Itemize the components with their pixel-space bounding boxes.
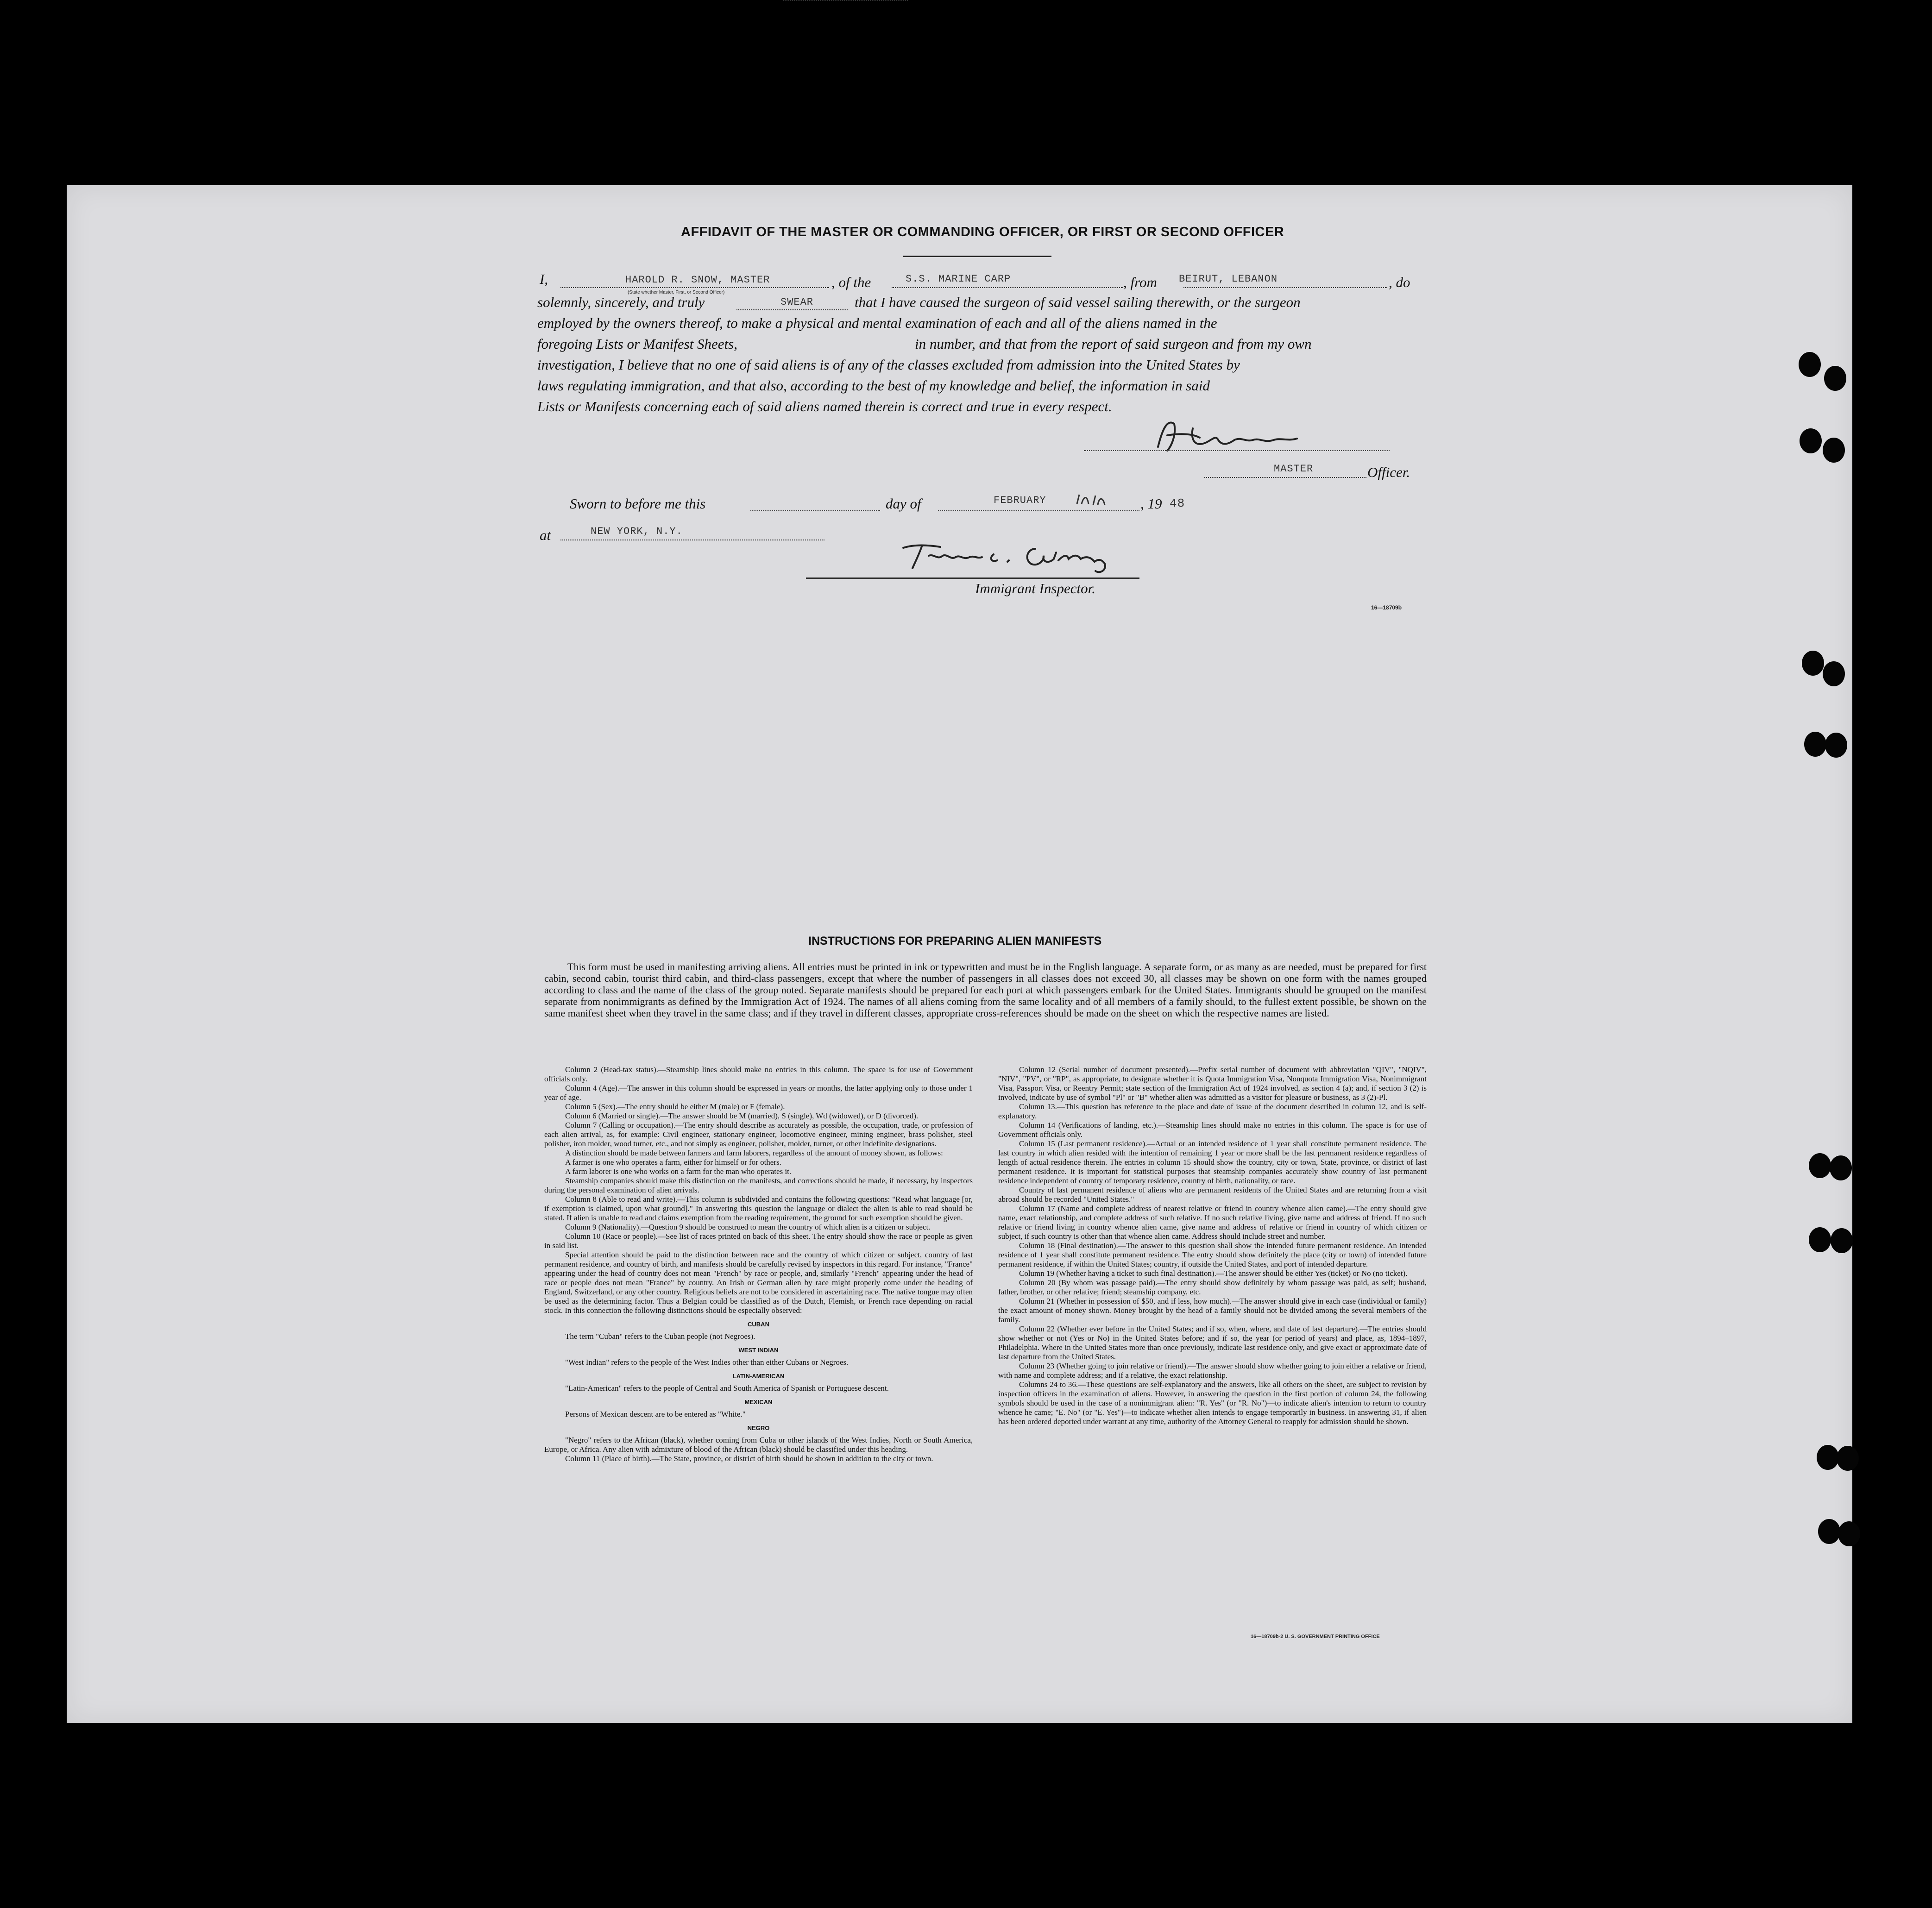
inspector-signature-line: [806, 577, 1139, 579]
affidavit-line-7: Lists or Manifests concerning each of said aliens named therein is correct and true in every respect.: [537, 398, 1112, 414]
officer-rank-blank: [1204, 477, 1366, 478]
at-place[interactable]: NEW YORK, N.Y.: [591, 526, 683, 537]
master-signature-line: [1084, 450, 1390, 451]
sworn-day-blank[interactable]: [750, 510, 880, 511]
instruction-paragraph: A farmer is one who operates a farm, either for himself or for others.: [565, 1158, 781, 1167]
instruction-paragraph: Special attention should be paid to the distinction between race and the country of which citizen or subject, country of last permanent residence, and country of birth, and manifests should be carefully revised by inspectors in this regard. For instance, "France" appearing under the head of country does not mean "French" by race or people, and, similarly "French" appearing under the head of race or people does not mean "France" by country. An Irish or German alien by race might properly come under the heading of England, Switzerland, or any other country. Religious beliefs are not to be considered in ascertaining race. The native tongue may often be used as the determining factor. Thus a Belgian could be classified as of the Dutch, Flemish, or French race depending on racial stock. In this connection the following distinctions should be especially observed:: [544, 1250, 973, 1315]
sworn-day-of: day of: [886, 496, 921, 512]
master-name[interactable]: HAROLD R. SNOW, MASTER: [625, 274, 770, 286]
instruction-paragraph: Column 13.—This question has reference to the place and date of issue of the document described in column 12, and is self-explanatory.: [998, 1102, 1427, 1120]
affidavit-line-2b: that I have caused the surgeon of said vessel sailing therewith, or the surgeon: [855, 294, 1301, 310]
punch-hole: [1823, 438, 1845, 463]
master-name-blank: [560, 287, 829, 288]
state-whether-note: (State whether Master, First, or Second Officer): [628, 290, 725, 295]
punch-hole: [1838, 1521, 1860, 1546]
instruction-paragraph: Column 22 (Whether ever before in the United States; and if so, when, where, and date of last departure).—The entries should show whether or not (Yes or No) in the United States before; and if so, the year (or period of years) and place, as, 1894–1897, Philadelphia. Where in the United States more than once previously, indicate last residence only, and give exact or approximate date of last departure from the United States.: [998, 1324, 1427, 1361]
punch-hole: [1830, 1155, 1852, 1180]
heading-negro: NEGRO: [747, 1425, 770, 1431]
instructions-right-column: [998, 1065, 1427, 1426]
instruction-paragraph: Column 6 (Married or single).—The answer should be M (married), S (single), Wd (widowed), or D (divorced).: [565, 1111, 919, 1120]
instructions-left-column: [544, 1065, 973, 1463]
affidavit-title: AFFIDAVIT OF THE MASTER OR COMMANDING OFFICER, OR FIRST OR SECOND OFFICER: [681, 225, 1284, 239]
instructions-intro: This form must be used in manifesting arriving aliens. All entries must be printed in ink or typewritten and must be in the English language. A separate form, or as many as are needed, must be prepared for first cabin, second cabin, tourist third cabin, and third-class passengers, except that where the number of passengers in all classes does not exceed 30, all classes may be shown on one form with the names grouped according to class and the name of the class of the group noted. Separate manifests should be prepared for each port at which passengers embark for the United States. Immigrants should be grouped on the manifest separate from nonimmigrants as defined by the Immigration Act of 1924. The names of all aliens coming from the same locality and of all members of a family should, to the fullest extent possible, be shown on the same manifest sheet when they travel in the same class; and if they travel in different classes, appropriate cross-references should be made on the sheet on which the respective names are listed.: [544, 961, 1427, 1019]
heading-west-indian: WEST INDIAN: [738, 1347, 779, 1354]
affidavit-from: , from: [1123, 274, 1157, 290]
affidavit-line-2a: solemnly, sincerely, and truly: [537, 294, 705, 310]
sheets-count-blank[interactable]: [783, 0, 908, 1]
affidavit-line-3: employed by the owners thereof, to make a physical and mental examination of each and all of the aliens named in the: [537, 315, 1217, 331]
instruction-paragraph: Column 14 (Verifications of landing, etc.).—Steamship lines should make no entries in this column. The space is for use of Government officials only.: [998, 1121, 1427, 1139]
punch-hole: [1831, 1228, 1853, 1253]
vessel-name[interactable]: S.S. MARINE CARP: [906, 273, 1011, 285]
instructions-title: INSTRUCTIONS FOR PREPARING ALIEN MANIFESTS: [808, 935, 1102, 948]
punch-hole: [1799, 352, 1821, 377]
instruction-paragraph: Column 5 (Sex).—The entry should be either M (male) or F (female).: [565, 1102, 785, 1111]
affidavit-line-6: laws regulating immigration, and that also, according to the best of my knowledge and belief, the information in said: [537, 377, 1210, 394]
punch-hole: [1804, 732, 1826, 757]
oath-blank: [736, 309, 848, 310]
title-rule: [903, 256, 1051, 257]
instruction-paragraph: "West Indian" refers to the people of the West Indies other than either Cubans or Negroes.: [565, 1358, 849, 1367]
instruction-paragraph: Column 19 (Whether having a ticket to such final destination).—The answer should be either Yes (ticket) or No (no ticket).: [1019, 1269, 1408, 1278]
instruction-paragraph: Column 9 (Nationality).—Question 9 should be construed to mean the country of which alien is a citizen or subject.: [565, 1223, 931, 1231]
punch-hole: [1817, 1445, 1839, 1470]
punch-hole: [1809, 1227, 1831, 1252]
sworn-day-handwritten: [1072, 490, 1114, 511]
instruction-paragraph: A distinction should be made between farmers and farm laborers, regardless of the amount of money shown, as follows:: [565, 1149, 943, 1157]
instruction-paragraph: Column 20 (By whom was passage paid).—The entry should show definitely by whom passage was paid, as self; husband, father, brother, or other relative; friend; steamship company, etc.: [998, 1278, 1427, 1296]
instruction-paragraph: Country of last permanent residence of aliens who are permanent residents of the United States and are returning from a visit abroad should be recorded "United States.": [998, 1186, 1427, 1204]
at-label: at: [540, 527, 551, 543]
from-port[interactable]: BEIRUT, LEBANON: [1179, 273, 1278, 285]
instruction-paragraph: Column 15 (Last permanent residence).—Actual or an intended residence of 1 year shall constitute permanent residence. The last country in which alien resided with the intention of remaining 1 year or more shall be the last permanent residence regardless of length of actual residence therein. The entries in column 15 should show the country, city or town, State, province, or district of last permanent residence. It is important for statistical purposes that steamship companies accurately show country of last permanent residence independent of country of temporary residence, country of birth, nationality, or race.: [998, 1139, 1427, 1185]
punch-hole: [1825, 733, 1847, 758]
punch-hole: [1837, 1446, 1859, 1471]
heading-cuban: CUBAN: [748, 1321, 769, 1328]
affidavit-of-the: , of the: [831, 274, 871, 290]
instruction-paragraph: Columns 24 to 36.—These questions are self-explanatory and the answers, like all others on the sheet, are subject to revision by inspection officers in the examination of aliens. However, in answering the question in the first portion of column 24, the following symbols should be used in the case of a nonimmigrant alien: "R. Yes" (or "R. No")—to indicate alien's intention to return to country whence he came; "E. No" (or "E. Yes")—to indicate whether alien intends to engage temporarily in business. In answering 31, if alien has been ordered deported under warrant at any time, authority of the Attorney General to reapply for admission should be shown.: [998, 1380, 1427, 1426]
from-port-blank: [1183, 287, 1387, 288]
printing-office-footer: 16—18709b-2 U. S. GOVERNMENT PRINTING OFFICE: [1251, 1634, 1380, 1639]
instruction-paragraph: The term "Cuban" refers to the Cuban people (not Negroes).: [565, 1332, 755, 1341]
instruction-paragraph: Column 4 (Age).—The answer in this column should be expressed in years or months, the latter applying only to those under 1 year of age.: [544, 1084, 973, 1102]
sworn-date[interactable]: FEBRUARY: [994, 495, 1046, 506]
vessel-blank: [892, 287, 1123, 288]
instruction-paragraph: Column 7 (Calling or occupation).—The entry should describe as accurately as possible, the occupation, trade, or profession of each alien arrival, as, for example: Civil engineer, stationary engineer, locomotive engineer, mining engineer, brass polisher, steel polisher, iron molder, wood turner, etc., and not simply as engineer, polisher, molder, turner, or other indefinite designations.: [544, 1121, 973, 1148]
instruction-paragraph: Column 18 (Final destination).—The answer to this question shall show the intended future permanent residence. An intended residence of 1 year shall constitute permanent residence. The entry should show definitely the place (city or town) of intended future permanent residence, if within the United States; country, if outside the United States, and port of intended departure.: [998, 1241, 1427, 1268]
instruction-paragraph: Column 2 (Head-tax status).—Steamship lines should make no entries in this column. The space is for use of Government officials only.: [544, 1065, 973, 1083]
affidavit-line-4b: in number, and that from the report of said surgeon and from my own: [915, 336, 1312, 352]
punch-hole: [1818, 1519, 1840, 1544]
punch-hole: [1824, 366, 1846, 391]
heading-mexican: MEXICAN: [744, 1399, 773, 1406]
punch-hole: [1802, 651, 1824, 676]
punch-hole: [1800, 428, 1822, 453]
instruction-paragraph: A farm laborer is one who works on a farm for the man who operates it.: [565, 1167, 792, 1176]
instruction-paragraph: Column 21 (Whether in possession of $50, and if less, how much).—The answer should give in each case (individual or family) the exact amount of money shown. Money brought by the head of a family should not be divided among the several members of the family.: [998, 1297, 1427, 1324]
sworn-label: Sworn to before me this: [570, 496, 706, 512]
affidavit-line-4a: foregoing Lists or Manifest Sheets,: [537, 336, 737, 352]
instruction-paragraph: "Negro" refers to the African (black), whether coming from Cuba or other islands of the West Indies, North or South America, Europe, or Africa. Any alien with admixture of blood of the African (black) should be classified under this heading.: [544, 1436, 973, 1454]
oath-value[interactable]: SWEAR: [780, 296, 814, 308]
inspector-label: Immigrant Inspector.: [975, 580, 1096, 596]
manifest-sheet: [67, 185, 1852, 1723]
instruction-paragraph: "Latin-American" refers to the people of Central and South America of Spanish or Portuguese descent.: [565, 1384, 889, 1393]
affidavit-i: I,: [540, 271, 548, 287]
instruction-paragraph: Steamship companies should make this distinction on the manifests, and corrections should be made, if necessary, by inspectors during the personal examination of alien arrivals.: [544, 1176, 973, 1194]
punch-hole: [1809, 1153, 1831, 1178]
instruction-paragraph: Column 12 (Serial number of document presented).—Prefix serial number of document with abbreviation "QIV", "NQIV", "NIV", "PV", or "RP", as appropriate, to designate whether it is Quota Immigration Visa, Nonquota Immigration Visa, Nonimmigrant Visa, Passport Visa, or Reentry Permit; state section of the Immigration Act of 1924 involved, as section 4 (a); and, if section 3 (2) is involved, indicate by use of symbol "Pl" or "B" whether alien was admitted as a visitor for pleasure or business, as 3 (2)-Pl.: [998, 1065, 1427, 1102]
form-number: 16—18709b: [1371, 604, 1402, 611]
affidavit-do: , do: [1389, 274, 1410, 290]
instruction-paragraph: Column 23 (Whether going to join relative or friend).—The answer should show whether going to join either a relative or friend, with name and complete address; and if a relative, the exact relationship.: [998, 1362, 1427, 1380]
sworn-year[interactable]: 48: [1170, 496, 1185, 510]
affidavit-line-5: investigation, I believe that no one of said aliens is of any of the classes excluded from admission into the United States by: [537, 357, 1240, 373]
instruction-paragraph: Column 8 (Able to read and write).—This column is subdivided and contains the following questions: "Read what language [or, if exemption is claimed, upon what ground]." In answering this question the language or dialect the alien is able to read should be stated. If alien is unable to read and claims exemption from the reading requirement, the ground for such exemption should be given.: [544, 1195, 973, 1222]
heading-latin-american: LATIN-AMERICAN: [732, 1373, 785, 1380]
inspector-signature: [896, 535, 1137, 577]
punch-hole: [1823, 661, 1845, 686]
instruction-paragraph: Persons of Mexican descent are to be entered as "White.": [565, 1410, 746, 1418]
instruction-paragraph: Column 17 (Name and complete address of nearest relative or friend in country whence alien came).—The entry should give name, exact relationship, and complete address of such relative. If no such relative living, give name and address of friend. If no such relative or friend living in country whence alien came, give name and address of relative or friend in country of which citizen or subject, if such country is other than that whence alien came. Address should include street and number.: [998, 1204, 1427, 1241]
officer-rank[interactable]: MASTER: [1274, 463, 1314, 475]
sworn-year-prefix: , 19: [1140, 496, 1162, 512]
instruction-paragraph: Column 11 (Place of birth).—The State, province, or district of birth should be shown in addition to the city or town.: [565, 1454, 933, 1463]
instruction-paragraph: Column 10 (Race or people).—See list of races printed on back of this sheet. The entry should show the race or people as given in said list.: [544, 1232, 973, 1250]
officer-label: Officer.: [1367, 464, 1410, 480]
